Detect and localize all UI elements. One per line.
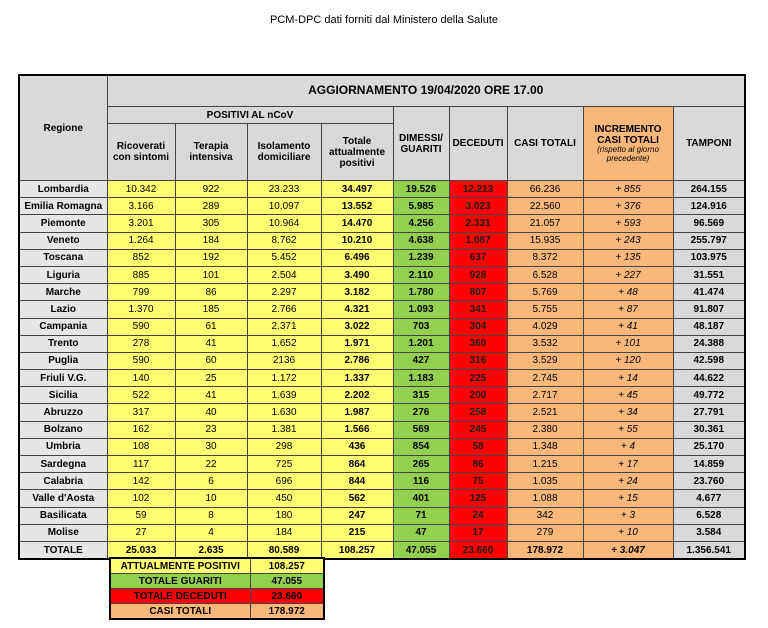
cell-terapia: 184 [175,232,247,249]
cell-deceduti: 341 [449,301,507,318]
cell-ricoverati: 317 [107,404,175,421]
cell-ricoverati: 25.033 [107,541,175,559]
cell-deceduti: 200 [449,387,507,404]
cell-incremento: + 3 [583,507,673,524]
header-incremento-note: (rispetto al giorno precedente) [597,144,659,163]
cell-casi: 8.372 [507,249,583,266]
cell-totale: 2.202 [321,387,393,404]
cell-deceduti: 807 [449,284,507,301]
table-row [19,181,745,198]
cell-tamponi: 41.474 [673,284,745,301]
cell-incremento: + 227 [583,266,673,283]
summary-label: CASI TOTALI [110,604,250,620]
header-incremento [583,107,673,181]
cell-dimessi: 265 [393,456,449,473]
cell-dimessi: 1.183 [393,370,449,387]
cell-isolamento: 1.652 [247,335,321,352]
cell-totale: 562 [321,490,393,507]
cell-terapia: 86 [175,284,247,301]
table-row [19,507,745,524]
header-dimessi: DIMESSI/ GUARITI [393,107,449,181]
cell-casi: 1.035 [507,473,583,490]
cell-deceduti: 24 [449,507,507,524]
cell-casi: 342 [507,507,583,524]
cell-dimessi: 315 [393,387,449,404]
cell-isolamento: 2.504 [247,266,321,283]
cell-regione: Molise [19,524,107,541]
cell-terapia: 23 [175,421,247,438]
cell-dimessi: 4.638 [393,232,449,249]
summary-row [110,604,324,620]
cell-deceduti: 1.087 [449,232,507,249]
cell-isolamento: 725 [247,456,321,473]
cell-deceduti: 12.213 [449,181,507,198]
cell-totale: 436 [321,438,393,455]
cell-tamponi: 48.187 [673,318,745,335]
cell-tamponi: 6.528 [673,507,745,524]
cell-casi: 1.348 [507,438,583,455]
cell-tamponi: 96.569 [673,215,745,232]
header-ricoverati: Ricoverati con sintomi [107,124,175,181]
cell-isolamento: 10.964 [247,215,321,232]
cell-tamponi: 14.859 [673,456,745,473]
cell-ricoverati: 590 [107,352,175,369]
cell-incremento: + 135 [583,249,673,266]
cell-casi: 15.935 [507,232,583,249]
cell-tamponi: 25.170 [673,438,745,455]
cell-totale: 34.497 [321,181,393,198]
cell-dimessi: 703 [393,318,449,335]
cell-ricoverati: 162 [107,421,175,438]
cell-terapia: 2.635 [175,541,247,559]
cell-tamponi: 24.388 [673,335,745,352]
cell-deceduti: 258 [449,404,507,421]
cell-incremento: + 3.047 [583,541,673,559]
table-row [19,352,745,369]
cell-regione: Valle d'Aosta [19,490,107,507]
header-incremento-title: INCREMENTO CASI TOTALI [594,123,662,146]
cell-dimessi: 427 [393,352,449,369]
cell-ricoverati: 102 [107,490,175,507]
cell-tamponi: 30.361 [673,421,745,438]
cell-isolamento: 8.762 [247,232,321,249]
cell-terapia: 60 [175,352,247,369]
cell-regione: Emilia Romagna [19,198,107,215]
cell-isolamento: 1.639 [247,387,321,404]
header-aggiornamento: AGGIORNAMENTO 19/04/2020 ORE 17.00 [107,75,745,107]
cell-regione: Puglia [19,352,107,369]
cell-incremento: + 243 [583,232,673,249]
cell-totale: 864 [321,456,393,473]
cell-deceduti: 125 [449,490,507,507]
cell-incremento: + 24 [583,473,673,490]
cell-incremento: + 87 [583,301,673,318]
table-row [19,266,745,283]
table-row [19,456,745,473]
cell-deceduti: 75 [449,473,507,490]
cell-casi: 178.972 [507,541,583,559]
cell-totale: 10.210 [321,232,393,249]
cell-ricoverati: 3.201 [107,215,175,232]
cell-incremento: + 14 [583,370,673,387]
cell-dimessi: 854 [393,438,449,455]
cell-regione: Marche [19,284,107,301]
cell-dimessi: 47.055 [393,541,449,559]
header-totale-positivi: Totale attualmente positivi [321,124,393,181]
cell-regione: Sicilia [19,387,107,404]
cell-incremento: + 45 [583,387,673,404]
cell-deceduti: 304 [449,318,507,335]
cell-dimessi: 116 [393,473,449,490]
cell-tamponi: 27.791 [673,404,745,421]
cell-tamponi: 31.551 [673,266,745,283]
cell-incremento: + 10 [583,524,673,541]
cell-totale: 1.566 [321,421,393,438]
cell-deceduti: 637 [449,249,507,266]
cell-isolamento: 2.297 [247,284,321,301]
cell-regione: Toscana [19,249,107,266]
table-row [19,301,745,318]
cell-totale: 1.971 [321,335,393,352]
cell-ricoverati: 522 [107,387,175,404]
cell-incremento: + 376 [583,198,673,215]
cell-incremento: + 15 [583,490,673,507]
cell-deceduti: 23.660 [449,541,507,559]
cell-isolamento: 2136 [247,352,321,369]
summary-label: ATTUALMENTE POSITIVI [110,558,250,574]
header-terapia: Terapia intensiva [175,124,247,181]
cell-ricoverati: 590 [107,318,175,335]
cell-terapia: 101 [175,266,247,283]
cell-dimessi: 1.201 [393,335,449,352]
cell-regione: Umbria [19,438,107,455]
data-table-wrapper [18,74,746,560]
cell-isolamento: 180 [247,507,321,524]
cell-tamponi: 42.598 [673,352,745,369]
table-row [19,249,745,266]
cell-incremento: + 4 [583,438,673,455]
cell-deceduti: 245 [449,421,507,438]
cell-regione: Liguria [19,266,107,283]
table-row [19,404,745,421]
cell-totale: 3.182 [321,284,393,301]
cell-casi: 1.088 [507,490,583,507]
cell-casi: 279 [507,524,583,541]
cell-casi: 3.532 [507,335,583,352]
cell-casi: 5.755 [507,301,583,318]
table-row [19,387,745,404]
cell-terapia: 4 [175,524,247,541]
cell-regione: Lombardia [19,181,107,198]
cell-terapia: 192 [175,249,247,266]
cell-deceduti: 2.331 [449,215,507,232]
cell-totale: 1.987 [321,404,393,421]
summary-value: 108.257 [250,558,324,574]
cell-regione: Calabria [19,473,107,490]
summary-table [109,557,325,620]
cell-regione: Abruzzo [19,404,107,421]
cell-incremento: + 593 [583,215,673,232]
cell-casi: 2.745 [507,370,583,387]
cell-tamponi: 1.356.541 [673,541,745,559]
cell-totale: 2.786 [321,352,393,369]
summary-row [110,589,324,604]
cell-isolamento: 450 [247,490,321,507]
cell-ricoverati: 108 [107,438,175,455]
cell-incremento: + 34 [583,404,673,421]
cell-ricoverati: 852 [107,249,175,266]
cell-deceduti: 928 [449,266,507,283]
cell-tamponi: 49.772 [673,387,745,404]
header-deceduti: DECEDUTI [449,107,507,181]
cell-isolamento: 80.589 [247,541,321,559]
cell-terapia: 305 [175,215,247,232]
cell-tamponi: 91.807 [673,301,745,318]
cell-ricoverati: 140 [107,370,175,387]
cell-ricoverati: 1.370 [107,301,175,318]
cell-ricoverati: 10.342 [107,181,175,198]
cell-terapia: 61 [175,318,247,335]
cell-terapia: 30 [175,438,247,455]
cell-casi: 6.528 [507,266,583,283]
cell-totale: 13.552 [321,198,393,215]
cell-regione: Friuli V.G. [19,370,107,387]
cell-terapia: 41 [175,387,247,404]
cell-deceduti: 316 [449,352,507,369]
table-row [19,370,745,387]
header-isolamento: Isolamento domiciliare [247,124,321,181]
cell-regione: TOTALE [19,541,107,559]
header-tamponi: TAMPONI [673,107,745,181]
cell-tamponi: 255.797 [673,232,745,249]
cell-tamponi: 124.916 [673,198,745,215]
cell-totale: 4.321 [321,301,393,318]
cell-totale: 844 [321,473,393,490]
cell-deceduti: 86 [449,456,507,473]
cell-terapia: 22 [175,456,247,473]
cell-terapia: 25 [175,370,247,387]
table-row [19,232,745,249]
cell-ricoverati: 3.166 [107,198,175,215]
summary-row [110,558,324,574]
cell-isolamento: 1.381 [247,421,321,438]
cell-incremento: + 41 [583,318,673,335]
cell-isolamento: 2.371 [247,318,321,335]
table-row [19,198,745,215]
cell-regione: Sardegna [19,456,107,473]
cell-casi: 5.769 [507,284,583,301]
cell-regione: Veneto [19,232,107,249]
cell-terapia: 289 [175,198,247,215]
cell-terapia: 185 [175,301,247,318]
summary-value: 47.055 [250,574,324,589]
cell-terapia: 8 [175,507,247,524]
cell-casi: 3.529 [507,352,583,369]
cell-isolamento: 696 [247,473,321,490]
table-body [19,181,745,560]
summary-value: 23.660 [250,589,324,604]
cell-dimessi: 1.239 [393,249,449,266]
cell-ricoverati: 799 [107,284,175,301]
table-row [19,438,745,455]
cell-tamponi: 4.677 [673,490,745,507]
cell-dimessi: 1.093 [393,301,449,318]
cell-terapia: 922 [175,181,247,198]
cell-incremento: + 101 [583,335,673,352]
cell-regione: Trento [19,335,107,352]
cell-incremento: + 855 [583,181,673,198]
cell-terapia: 6 [175,473,247,490]
cell-regione: Basilicata [19,507,107,524]
table-row [19,318,745,335]
cell-casi: 1.215 [507,456,583,473]
cell-terapia: 10 [175,490,247,507]
summary-value: 178.972 [250,604,324,620]
cell-isolamento: 10.097 [247,198,321,215]
cell-totale: 247 [321,507,393,524]
cell-deceduti: 360 [449,335,507,352]
cell-totale: 108.257 [321,541,393,559]
cell-casi: 22.560 [507,198,583,215]
table-row [19,524,745,541]
cell-isolamento: 2.766 [247,301,321,318]
cell-tamponi: 23.760 [673,473,745,490]
covid-table [18,74,746,560]
summary-row [110,574,324,589]
cell-dimessi: 4.256 [393,215,449,232]
summary-wrapper [109,557,325,620]
cell-totale: 6.496 [321,249,393,266]
cell-casi: 2.521 [507,404,583,421]
cell-dimessi: 19.526 [393,181,449,198]
cell-casi: 21.057 [507,215,583,232]
cell-totale: 1.337 [321,370,393,387]
cell-regione: Piemonte [19,215,107,232]
cell-incremento: + 55 [583,421,673,438]
cell-deceduti: 3.023 [449,198,507,215]
cell-deceduti: 58 [449,438,507,455]
table-row [19,473,745,490]
summary-body [110,558,324,619]
cell-dimessi: 5.985 [393,198,449,215]
cell-dimessi: 1.780 [393,284,449,301]
cell-tamponi: 103.975 [673,249,745,266]
header-casi-totali: CASI TOTALI [507,107,583,181]
table-row [19,284,745,301]
cell-tamponi: 264.155 [673,181,745,198]
cell-ricoverati: 885 [107,266,175,283]
cell-incremento: + 17 [583,456,673,473]
cell-casi: 2.717 [507,387,583,404]
cell-deceduti: 17 [449,524,507,541]
cell-ricoverati: 117 [107,456,175,473]
cell-incremento: + 48 [583,284,673,301]
cell-totale: 3.022 [321,318,393,335]
cell-ricoverati: 27 [107,524,175,541]
page-caption: PCM-DPC dati forniti dal Ministero della Salute [269,14,499,26]
table-row [19,215,745,232]
table-row [19,490,745,507]
cell-isolamento: 23.233 [247,181,321,198]
cell-regione: Lazio [19,301,107,318]
cell-tamponi: 3.584 [673,524,745,541]
cell-deceduti: 225 [449,370,507,387]
cell-ricoverati: 278 [107,335,175,352]
cell-ricoverati: 1.264 [107,232,175,249]
cell-isolamento: 298 [247,438,321,455]
cell-dimessi: 71 [393,507,449,524]
cell-terapia: 40 [175,404,247,421]
cell-isolamento: 1.630 [247,404,321,421]
cell-totale: 215 [321,524,393,541]
cell-casi: 66.236 [507,181,583,198]
cell-regione: Bolzano [19,421,107,438]
cell-ricoverati: 142 [107,473,175,490]
cell-casi: 4.029 [507,318,583,335]
cell-casi: 2.380 [507,421,583,438]
cell-totale: 3.490 [321,266,393,283]
summary-label: TOTALE GUARITI [110,574,250,589]
cell-isolamento: 184 [247,524,321,541]
cell-totale: 14.470 [321,215,393,232]
cell-dimessi: 47 [393,524,449,541]
cell-dimessi: 569 [393,421,449,438]
cell-dimessi: 276 [393,404,449,421]
cell-dimessi: 401 [393,490,449,507]
cell-isolamento: 5.452 [247,249,321,266]
cell-dimessi: 2.110 [393,266,449,283]
table-row [19,421,745,438]
cell-ricoverati: 59 [107,507,175,524]
cell-regione: Campania [19,318,107,335]
header-positivi: POSITIVI AL nCoV [107,107,393,124]
cell-terapia: 41 [175,335,247,352]
header-regione: Regione [19,75,107,181]
cell-incremento: + 120 [583,352,673,369]
cell-tamponi: 44.622 [673,370,745,387]
cell-isolamento: 1.172 [247,370,321,387]
summary-label: TOTALE DECEDUTI [110,589,250,604]
table-row [19,335,745,352]
